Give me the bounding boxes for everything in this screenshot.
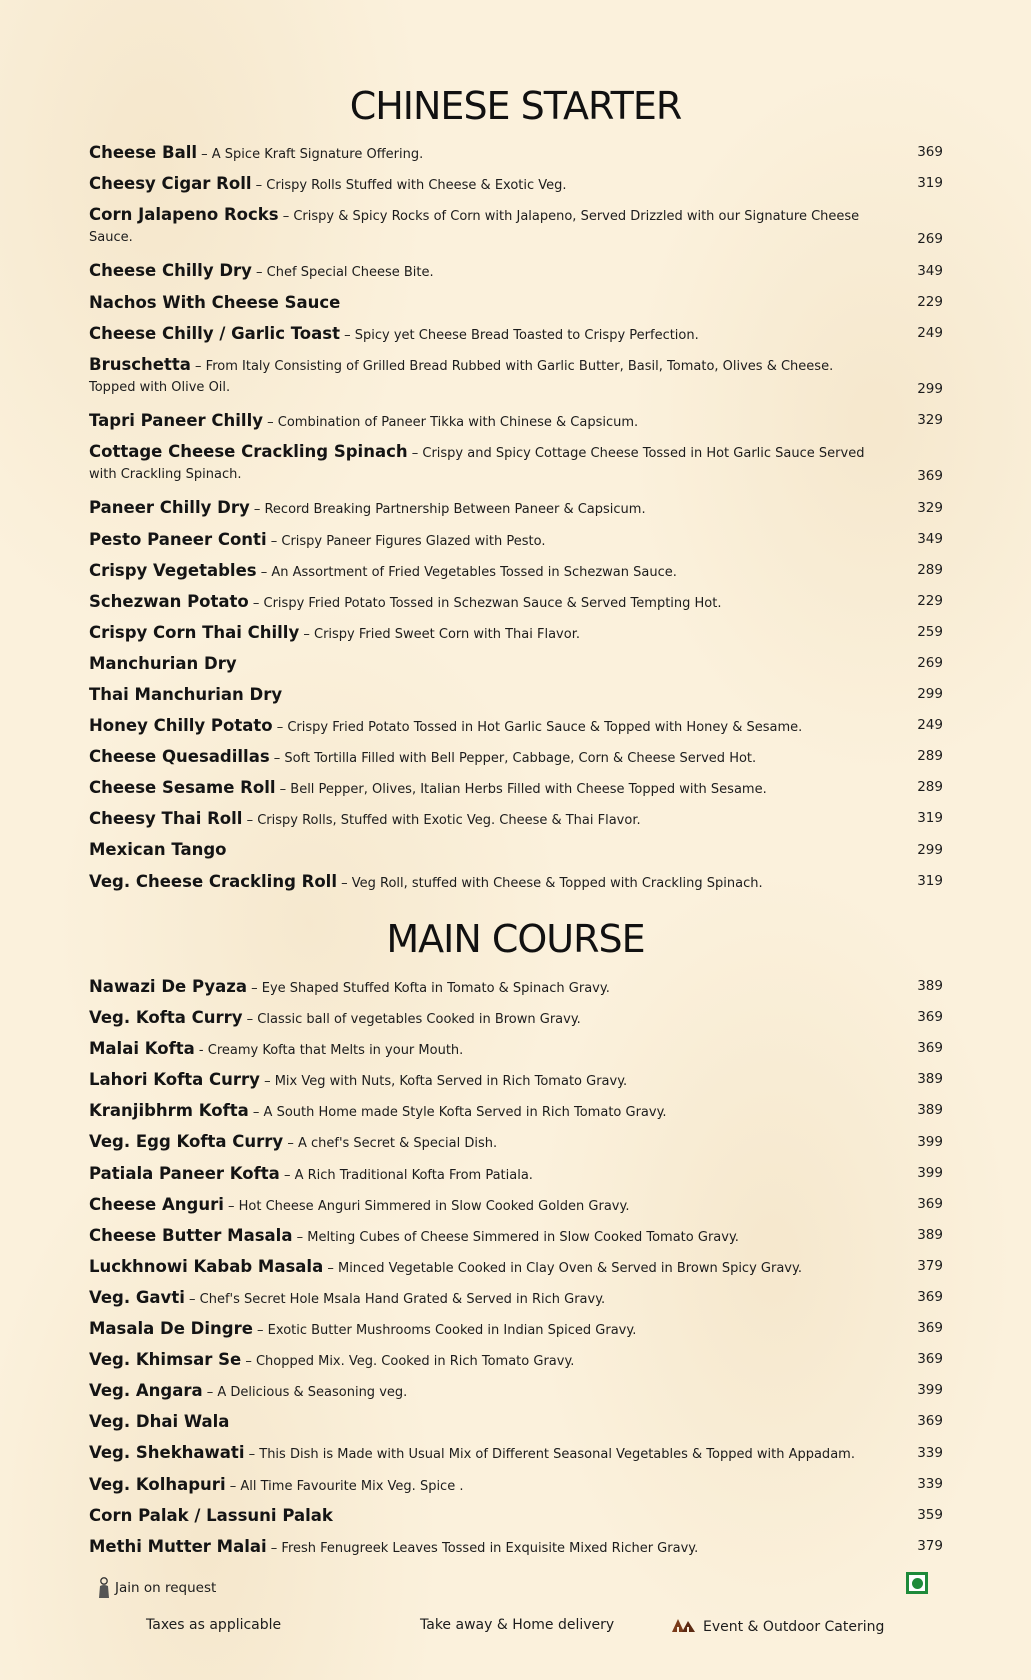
menu-item-name: Nawazi De Pyaza xyxy=(89,977,247,996)
menu-item xyxy=(89,1443,943,1474)
menu-item-name: Manchurian Dry xyxy=(89,653,237,673)
menu-item xyxy=(89,685,943,716)
menu-item-name: Veg. Gavti xyxy=(89,1287,185,1307)
veg-mark-dot xyxy=(912,1578,923,1589)
menu-item-price: 399 xyxy=(917,1382,943,1399)
menu-item xyxy=(89,840,943,871)
menu-item xyxy=(89,324,943,355)
menu-item xyxy=(89,1164,943,1195)
menu-item-name: Mexican Tango xyxy=(89,840,227,860)
menu-item-price: 369 xyxy=(917,1040,943,1057)
menu-item-description: – From Italy Consisting of Grilled Bread Rubbed with Garlic Butter, Basil, Tomato, Olives & Cheese. Topped with Olive Oil. xyxy=(89,358,834,395)
menu-item-price: 349 xyxy=(917,262,943,279)
menu-item-name: Veg. Dhai Wala xyxy=(89,1412,230,1432)
menu-item-description: – Melting Cubes of Cheese Simmered in Slow Cooked Tomato Gravy. xyxy=(292,1229,739,1245)
menu-item-name: Honey Chilly Potato xyxy=(89,716,273,736)
menu-item-description: – Minced Vegetable Cooked in Clay Oven & Served in Brown Spicy Gravy. xyxy=(323,1260,802,1276)
menu-item xyxy=(89,1039,943,1070)
menu-item-name: Patiala Paneer Kofta xyxy=(89,1163,280,1183)
menu-item-description: – A Spice Kraft Signature Offering. xyxy=(197,147,424,162)
menu-item-name: Veg. Kofta Curry xyxy=(89,1008,243,1028)
menu-item-description: – Chef Special Cheese Bite. xyxy=(251,265,434,281)
menu-item-name: Kranjibhrm Kofta xyxy=(89,1101,249,1121)
menu-item-price: 399 xyxy=(917,1164,943,1181)
menu-item xyxy=(89,872,943,903)
menu-item-price: 369 xyxy=(917,1009,943,1026)
menu-item xyxy=(89,1070,943,1101)
menu-item xyxy=(89,1537,943,1568)
menu-item-name: Cheesy Cigar Roll xyxy=(89,174,252,194)
starter-menu-list xyxy=(89,143,943,903)
menu-item xyxy=(89,174,943,205)
menu-item xyxy=(89,1226,943,1257)
menu-item xyxy=(89,205,943,261)
menu-item-price: 319 xyxy=(917,872,943,889)
jain-note-text: Jain on request xyxy=(115,1580,217,1596)
menu-item-price: 269 xyxy=(917,231,943,248)
menu-item-description: – Hot Cheese Anguri Simmered in Slow Cooked Golden Gravy. xyxy=(223,1198,630,1214)
menu-item-price: 369 xyxy=(917,1351,943,1368)
menu-item-name: Schezwan Potato xyxy=(89,591,249,611)
menu-item xyxy=(89,1195,943,1226)
section-title-main-course: MAIN COURSE xyxy=(386,917,645,961)
menu-item-description: – Soft Tortilla Filled with Bell Pepper, Cabbage, Corn & Cheese Served Hot. xyxy=(269,751,757,767)
menu-item xyxy=(89,623,943,654)
footer-event-text: Event & Outdoor Catering xyxy=(703,1619,885,1635)
menu-item-name: Methi Mutter Malai xyxy=(89,1536,267,1556)
menu-item xyxy=(89,561,943,592)
menu-item xyxy=(89,1350,943,1381)
menu-item-name: Pesto Paneer Conti xyxy=(89,529,267,549)
menu-item xyxy=(89,1257,943,1288)
menu-item-description: – Fresh Fenugreek Leaves Tossed in Exquisite Mixed Richer Gravy. xyxy=(266,1540,699,1556)
menu-item-name: Veg. Cheese Crackling Roll xyxy=(89,871,337,891)
menu-item-price: 379 xyxy=(917,1257,943,1274)
menu-item xyxy=(89,1506,943,1537)
menu-item-price: 369 xyxy=(917,1320,943,1337)
menu-item-price: 299 xyxy=(917,381,943,398)
menu-item-name: Nachos With Cheese Sauce xyxy=(89,292,341,312)
menu-item-name: Cottage Cheese Crackling Spinach xyxy=(89,442,408,462)
menu-item-price: 399 xyxy=(917,1133,943,1150)
footer-taxes: Taxes as applicable xyxy=(146,1617,282,1633)
menu-item xyxy=(89,809,943,840)
menu-item xyxy=(89,592,943,623)
menu-item-description: – Exotic Butter Mushrooms Cooked in Indian Spiced Gravy. xyxy=(252,1323,637,1339)
menu-item-price: 329 xyxy=(917,412,943,429)
menu-item-description: – A Delicious & Seasoning veg. xyxy=(202,1385,408,1401)
menu-item-price: 359 xyxy=(917,1506,943,1523)
menu-item-name: Cheese Butter Masala xyxy=(89,1225,293,1245)
menu-item-price: 389 xyxy=(917,1071,943,1088)
menu-item xyxy=(89,716,943,747)
main-course-menu-list xyxy=(89,977,943,1568)
jain-note xyxy=(97,1577,216,1599)
menu-item-price: 289 xyxy=(917,748,943,765)
menu-item xyxy=(89,355,943,411)
veg-mark-icon xyxy=(906,1572,928,1594)
menu-item-price: 389 xyxy=(917,1226,943,1243)
menu-item-price: 319 xyxy=(917,175,943,192)
menu-item-price: 319 xyxy=(917,810,943,827)
menu-item xyxy=(89,143,943,174)
menu-item-description: – Combination of Paneer Tikka with Chinese & Capsicum. xyxy=(262,415,639,431)
menu-item xyxy=(89,977,943,1008)
menu-item-description: – Crispy Fried Potato Tossed in Schezwan Sauce & Served Tempting Hot. xyxy=(248,595,722,611)
menu-item xyxy=(89,1412,943,1443)
menu-item-description: – Crispy Rolls Stuffed with Cheese & Exotic Veg. xyxy=(251,178,567,194)
menu-item-description: – All Time Favourite Mix Veg. Spice . xyxy=(225,1478,464,1494)
menu-item-price: 349 xyxy=(917,530,943,547)
menu-item xyxy=(89,442,943,498)
menu-item xyxy=(89,1319,943,1350)
menu-item xyxy=(89,654,943,685)
menu-item-description: – Veg Roll, stuffed with Cheese & Topped with Crackling Spinach. xyxy=(336,875,763,891)
menu-item-name: Thai Manchurian Dry xyxy=(89,685,283,705)
menu-item-description: – Chef's Secret Hole Msala Hand Grated & Served in Rich Gravy. xyxy=(184,1291,606,1307)
menu-item-description: – Crispy and Spicy Cottage Cheese Tossed in Hot Garlic Sauce Served with Crackling Spinach. xyxy=(89,446,865,483)
menu-item-name: Bruschetta xyxy=(89,354,191,374)
menu-item-name: Crispy Corn Thai Chilly xyxy=(89,622,300,642)
menu-item xyxy=(89,261,943,292)
menu-item-price: 299 xyxy=(917,841,943,858)
menu-item-description: – A South Home made Style Kofta Served in Rich Tomato Gravy. xyxy=(248,1105,667,1121)
menu-item-description: – Crispy Fried Sweet Corn with Thai Flavor. xyxy=(299,626,580,642)
menu-item-description: – A Rich Traditional Kofta From Patiala. xyxy=(279,1167,533,1183)
menu-item xyxy=(89,778,943,809)
menu-item-name: Malai Kofta xyxy=(89,1039,195,1059)
menu-item-name: Veg. Shekhawati xyxy=(89,1443,245,1463)
menu-item-price: 369 xyxy=(917,468,943,485)
footer-event xyxy=(671,1617,884,1637)
menu-item-name: Veg. Egg Kofta Curry xyxy=(89,1132,284,1152)
menu-item-price: 339 xyxy=(917,1444,943,1461)
section-title-chinese-starter: CHINESE STARTER xyxy=(349,84,682,128)
menu-item-price: 369 xyxy=(917,1289,943,1306)
menu-item-name: Cheese Quesadillas xyxy=(89,747,270,767)
menu-item-description: – Classic ball of vegetables Cooked in Brown Gravy. xyxy=(242,1012,581,1028)
menu-item-name: Corn Jalapeno Rocks xyxy=(89,205,279,225)
menu-item-description: – Crispy Fried Potato Tossed in Hot Garlic Sauce & Topped with Honey & Sesame. xyxy=(272,720,803,736)
menu-item-name: Corn Palak / Lassuni Palak xyxy=(89,1505,333,1525)
menu-item-price: 299 xyxy=(917,686,943,703)
menu-item-price: 389 xyxy=(917,978,943,995)
menu-item-price: 249 xyxy=(917,717,943,734)
menu-item-description: – Crispy Rolls, Stuffed with Exotic Veg. Cheese & Thai Flavor. xyxy=(242,813,641,829)
menu-item-price: 379 xyxy=(917,1537,943,1554)
menu-item xyxy=(89,1381,943,1412)
menu-item-description: – A chef's Secret & Special Dish. xyxy=(283,1136,498,1152)
menu-item xyxy=(89,1288,943,1319)
menu-item-price: 259 xyxy=(917,623,943,640)
menu-item-description: – Crispy & Spicy Rocks of Corn with Jalapeno, Served Drizzled with our Signature Cheese Sauce. xyxy=(89,209,860,246)
menu-item-price: 369 xyxy=(917,1413,943,1430)
menu-item-name: Luckhnowi Kabab Masala xyxy=(89,1256,324,1276)
menu-item-price: 389 xyxy=(917,1102,943,1119)
menu-item-name: Cheese Ball xyxy=(89,143,198,162)
menu-item xyxy=(89,747,943,778)
menu-item xyxy=(89,1132,943,1163)
menu-item-name: Cheese Sesame Roll xyxy=(89,778,276,798)
tents-icon xyxy=(671,1617,697,1637)
menu-item xyxy=(89,1101,943,1132)
menu-item-description: – Spicy yet Cheese Bread Toasted to Crispy Perfection. xyxy=(339,327,699,343)
menu-item-price: 329 xyxy=(917,499,943,516)
person-icon xyxy=(97,1577,111,1599)
menu-item xyxy=(89,530,943,561)
menu-item xyxy=(89,1008,943,1039)
menu-item-name: Cheese Anguri xyxy=(89,1194,224,1214)
menu-item-price: 369 xyxy=(917,1195,943,1212)
menu-item-name: Crispy Vegetables xyxy=(89,560,257,580)
menu-item-price: 269 xyxy=(917,655,943,672)
menu-item-price: 289 xyxy=(917,779,943,796)
menu-item xyxy=(89,293,943,324)
menu-item-description: - Creamy Kofta that Melts in your Mouth. xyxy=(194,1043,464,1059)
menu-item-price: 339 xyxy=(917,1475,943,1492)
menu-item xyxy=(89,411,943,442)
menu-item-name: Paneer Chilly Dry xyxy=(89,498,250,518)
menu-item-name: Tapri Paneer Chilly xyxy=(89,411,263,431)
menu-item xyxy=(89,1475,943,1506)
menu-item-description: – Chopped Mix. Veg. Cooked in Rich Tomato Gravy. xyxy=(241,1354,575,1370)
menu-item-name: Veg. Kolhapuri xyxy=(89,1474,226,1494)
menu-item-description: – This Dish is Made with Usual Mix of Different Seasonal Vegetables & Topped with Appadam. xyxy=(244,1447,855,1463)
menu-item-name: Veg. Khimsar Se xyxy=(89,1350,242,1370)
menu-item-description: – Record Breaking Partnership Between Paneer & Capsicum. xyxy=(249,502,646,518)
footer-delivery: Take away & Home delivery xyxy=(420,1617,615,1633)
menu-item-name: Cheese Chilly Dry xyxy=(89,261,252,281)
menu-item-name: Veg. Angara xyxy=(89,1381,203,1401)
menu-item-price: 289 xyxy=(917,561,943,578)
menu-item-name: Lahori Kofta Curry xyxy=(89,1070,260,1090)
menu-item-description: – An Assortment of Fried Vegetables Tossed in Schezwan Sauce. xyxy=(256,564,677,580)
menu-item-name: Masala De Dingre xyxy=(89,1319,253,1339)
menu-item-name: Cheesy Thai Roll xyxy=(89,809,243,829)
menu-item-price: 249 xyxy=(917,324,943,341)
menu-item-description: – Mix Veg with Nuts, Kofta Served in Rich Tomato Gravy. xyxy=(259,1074,628,1090)
menu-item-price: 229 xyxy=(917,293,943,310)
menu-item-description: – Crispy Paneer Figures Glazed with Pesto. xyxy=(266,533,546,549)
menu-item-description: – Eye Shaped Stuffed Kofta in Tomato & Spinach Gravy. xyxy=(246,981,610,996)
menu-item xyxy=(89,498,943,529)
menu-item-price: 229 xyxy=(917,592,943,609)
menu-item-description: – Bell Pepper, Olives, Italian Herbs Filled with Cheese Topped with Sesame. xyxy=(275,782,767,798)
menu-item-name: Cheese Chilly / Garlic Toast xyxy=(89,323,340,343)
menu-item-price: 369 xyxy=(917,144,943,161)
